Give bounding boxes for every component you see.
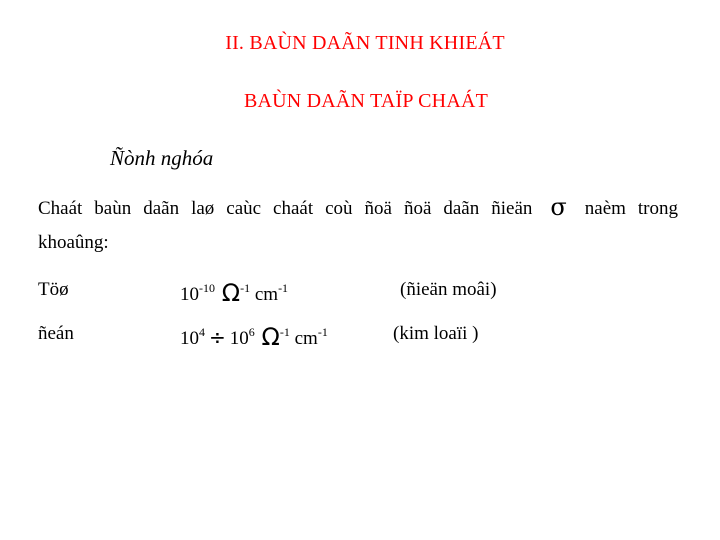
unit: cm bbox=[254, 284, 279, 305]
ohm-symbol: Ω bbox=[221, 279, 241, 307]
section-title: II. BAÙN DAÃN TINH KHIEÁT bbox=[225, 32, 505, 54]
range-note: (kim loaïi ) bbox=[393, 323, 479, 344]
ohm-symbol: Ω bbox=[261, 323, 280, 351]
range-base: 10 bbox=[180, 284, 199, 305]
range-row-to bbox=[0, 319, 720, 353]
range-base-2: 10 bbox=[229, 328, 249, 349]
definition-label: Ñònh nghóa bbox=[110, 146, 214, 170]
range-value bbox=[180, 323, 328, 351]
range-base: 10 bbox=[180, 328, 199, 349]
ohm-exponent: -1 bbox=[240, 281, 251, 295]
sigma-symbol: σ bbox=[550, 193, 567, 221]
ohm-exponent: -1 bbox=[279, 325, 290, 339]
division-symbol: ÷ bbox=[209, 325, 226, 349]
unit-exponent: -1 bbox=[278, 281, 289, 295]
range-value bbox=[180, 279, 288, 307]
definition-text bbox=[38, 190, 678, 260]
range-label: ñeán bbox=[38, 323, 74, 344]
range-exponent: 4 bbox=[199, 325, 205, 339]
sub-title: BAÙN DAÃN TAÏP CHAÁT bbox=[243, 90, 489, 112]
definition-text-before: Chaát baùn daãn laø caùc chaát coù ñoä ñoä daãn ñieän bbox=[38, 198, 533, 219]
definition-text-after: naèm trong khoaûng: bbox=[38, 198, 679, 253]
range-exponent-2: 6 bbox=[248, 325, 255, 339]
unit: cm bbox=[294, 328, 318, 349]
range-exponent: -10 bbox=[199, 281, 215, 295]
range-label: Töø bbox=[38, 279, 69, 300]
range-note: (ñieän moâi) bbox=[400, 279, 497, 300]
range-row-from bbox=[0, 275, 720, 309]
unit-exponent: -1 bbox=[317, 325, 328, 339]
